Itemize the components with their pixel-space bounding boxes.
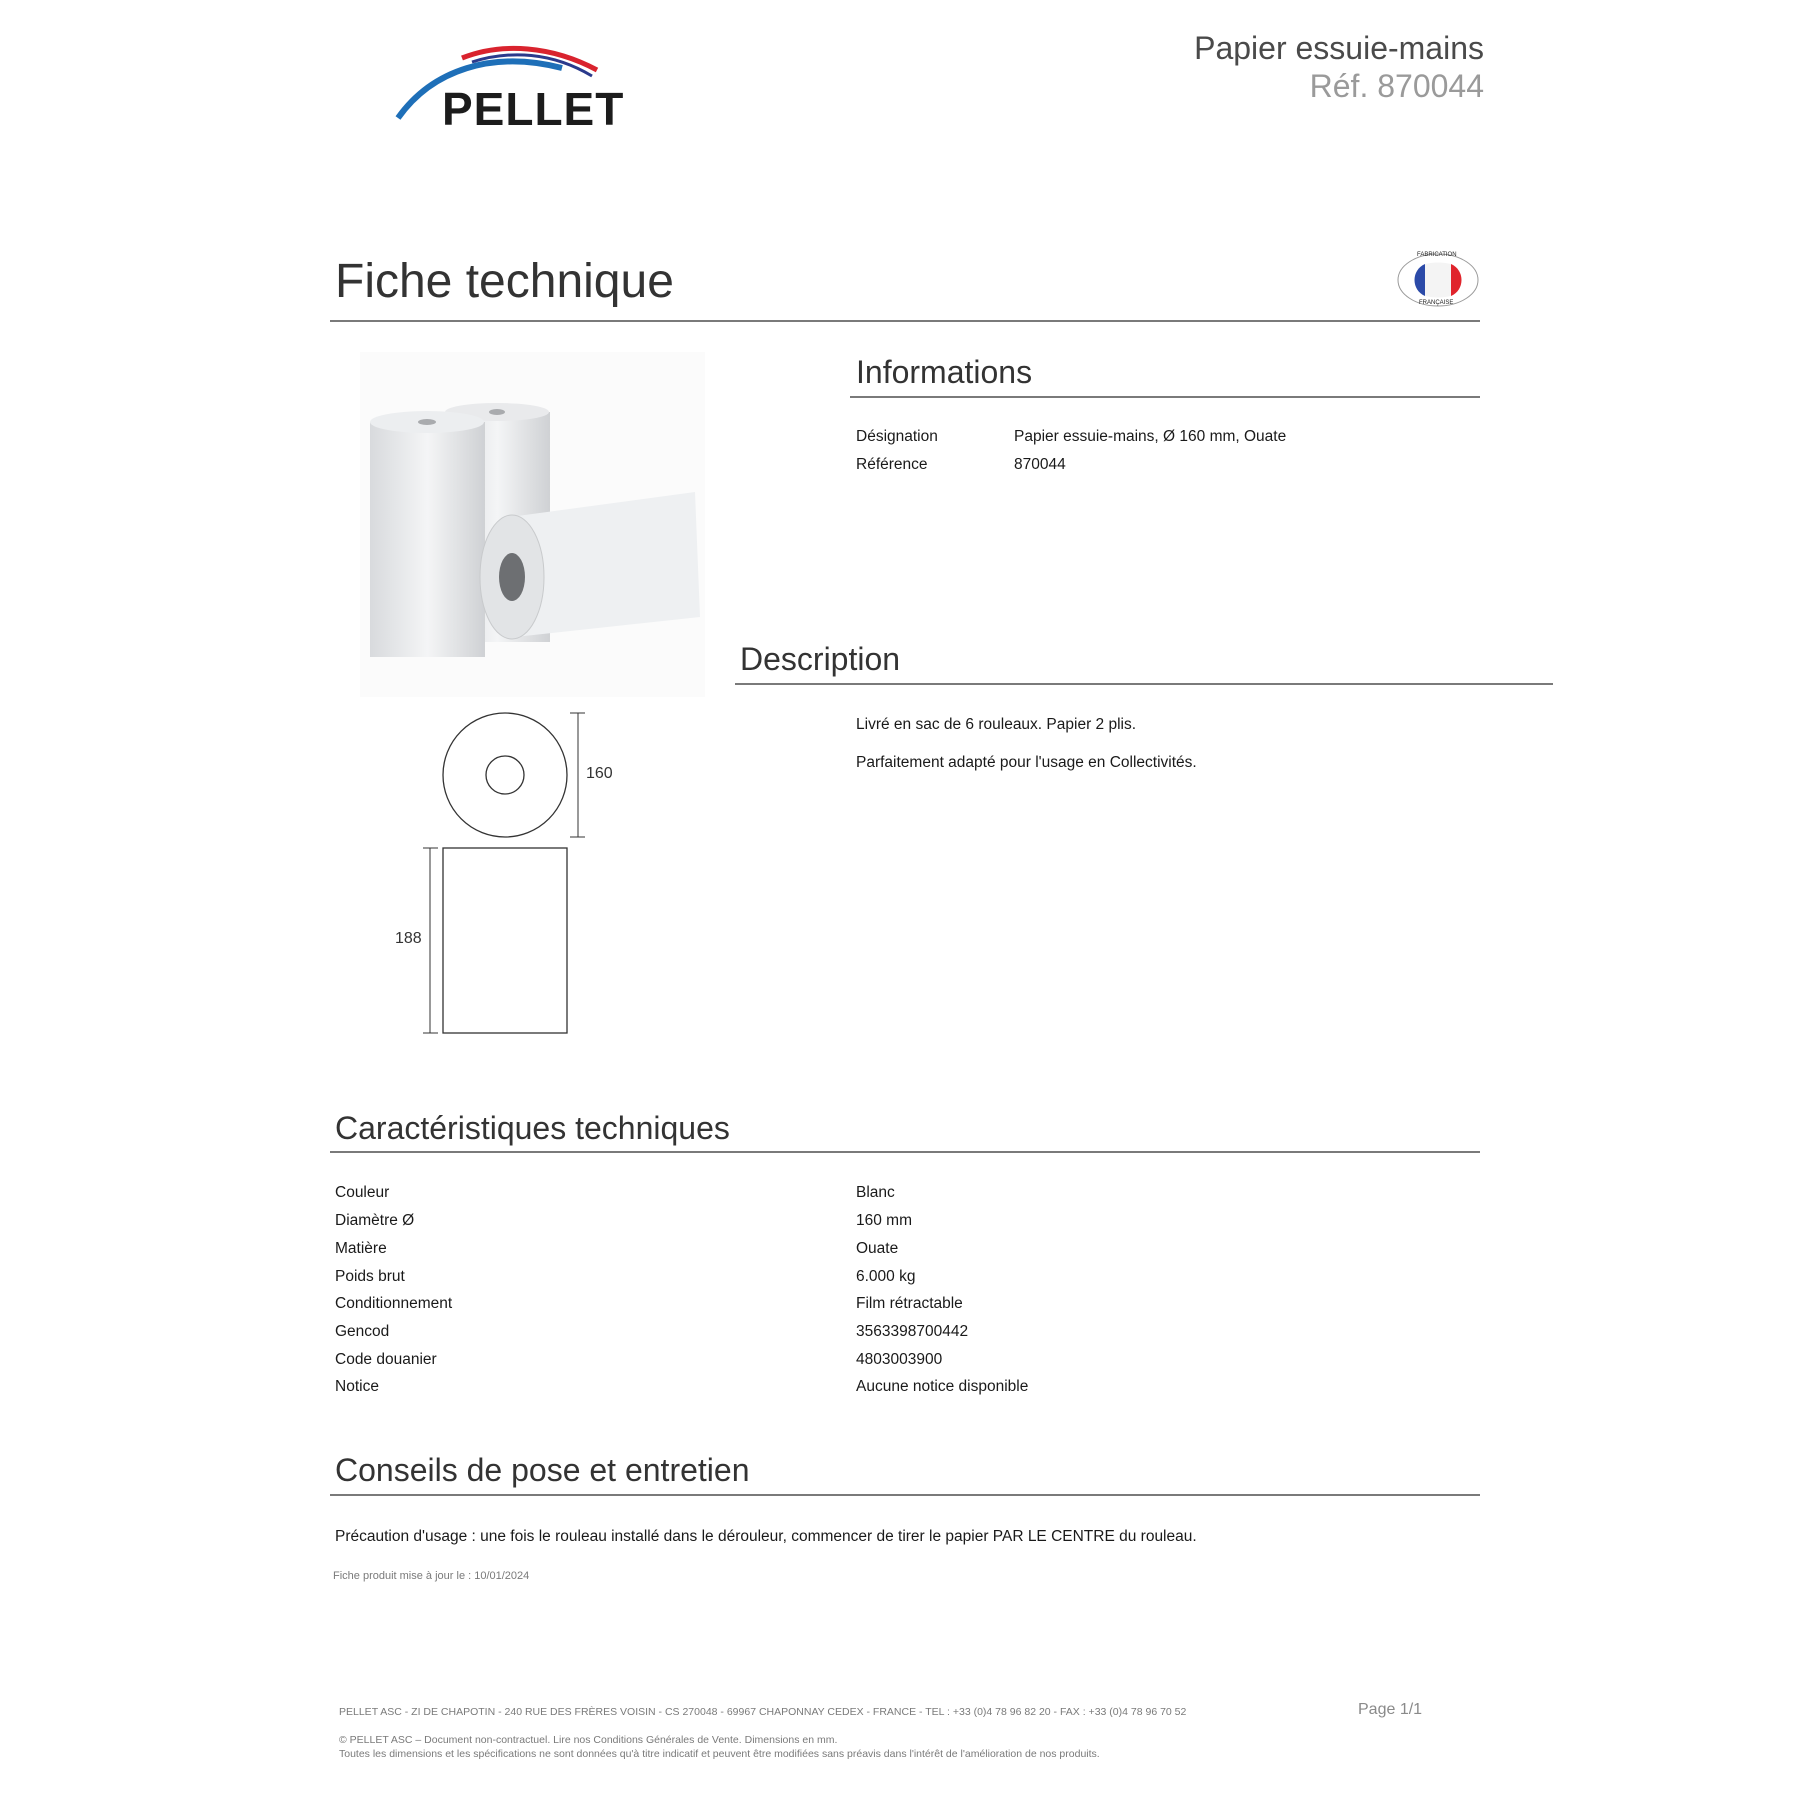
conseils-divider — [330, 1494, 1480, 1496]
spec-label: Couleur — [335, 1184, 390, 1201]
spec-label: Gencod — [335, 1323, 390, 1340]
footer-address: PELLET ASC - ZI DE CHAPOTIN - 240 RUE DES FRÈRES VOISIN - CS 270048 - 69967 CHAPONNAY CEDEX - FRANCE - TEL : +33 (0)4 78 96 82 20 - FAX : +33 (0)4 78 96 70 52 — [339, 1706, 1187, 1718]
pellet-logo — [392, 40, 642, 135]
spec-label: Code douanier — [335, 1351, 437, 1368]
conseils-title: Conseils de pose et entretien — [335, 1452, 750, 1488]
spec-label: Notice — [335, 1378, 379, 1395]
spec-value: 6.000 kg — [856, 1268, 916, 1285]
title-divider — [330, 320, 1480, 322]
update-date: Fiche produit mise à jour le : 10/01/2024 — [333, 1570, 530, 1582]
brand-name: PELLET — [442, 83, 625, 135]
spec-label: Matière — [335, 1240, 387, 1257]
product-title: Papier essuie-mains — [1194, 30, 1484, 66]
spec-label: Conditionnement — [335, 1295, 453, 1312]
roll-dimension-diagram — [390, 710, 620, 1050]
info-value: 870044 — [1014, 456, 1066, 473]
page-title: Fiche technique — [335, 255, 674, 308]
description-title: Description — [740, 641, 901, 677]
spec-value: Aucune notice disponible — [856, 1378, 1029, 1395]
conseils-text: Précaution d'usage : une fois le rouleau installé dans le dérouleur, commencer de tirer le papier PAR LE CENTRE du rouleau. — [335, 1528, 1197, 1545]
description-line: Livré en sac de 6 rouleaux. Papier 2 plis. — [856, 716, 1137, 733]
informations-divider — [850, 396, 1480, 398]
info-value: Papier essuie-mains, Ø 160 mm, Ouate — [1014, 428, 1287, 445]
spec-label: Diamètre Ø — [335, 1212, 415, 1229]
badge-bottom-text: FRANÇAISE — [1419, 300, 1454, 306]
spec-value: 3563398700442 — [856, 1323, 969, 1340]
spec-value: 4803003900 — [856, 1351, 943, 1368]
spec-value: Film rétractable — [856, 1295, 963, 1312]
technical-drawing — [390, 710, 620, 1050]
badge-top-text: FABRICATION — [1417, 252, 1457, 258]
spec-value: 160 mm — [856, 1212, 912, 1229]
caracteristiques-divider — [330, 1151, 1480, 1153]
footer-legal-2: Toutes les dimensions et les spécifications ne sont données qu'à titre indicatif et peuvent être modifiées sans préavis dans l'intérêt de l'amélioration de nos produits. — [339, 1748, 1100, 1760]
info-label: Référence — [856, 456, 928, 473]
spec-value: Blanc — [856, 1184, 895, 1201]
caracteristiques-title: Caractéristiques techniques — [335, 1110, 730, 1146]
height-dimension: 188 — [395, 930, 422, 947]
fabrication-francaise-badge — [1395, 252, 1481, 308]
diameter-dimension: 160 — [586, 765, 613, 782]
product-photo — [360, 352, 705, 697]
description-line: Parfaitement adapté pour l'usage en Collectivités. — [856, 754, 1197, 771]
informations-title: Informations — [856, 354, 1033, 390]
paper-roll-image — [360, 352, 705, 697]
product-ref: Réf. 870044 — [1309, 68, 1484, 104]
spec-value: Ouate — [856, 1240, 899, 1257]
spec-label: Poids brut — [335, 1268, 405, 1285]
info-label: Désignation — [856, 428, 938, 445]
page-number: Page 1/1 — [1358, 1701, 1423, 1718]
description-divider — [735, 683, 1553, 685]
footer-legal-1: © PELLET ASC – Document non-contractuel. Lire nos Conditions Générales de Vente. Dimensions en mm. — [339, 1734, 838, 1746]
